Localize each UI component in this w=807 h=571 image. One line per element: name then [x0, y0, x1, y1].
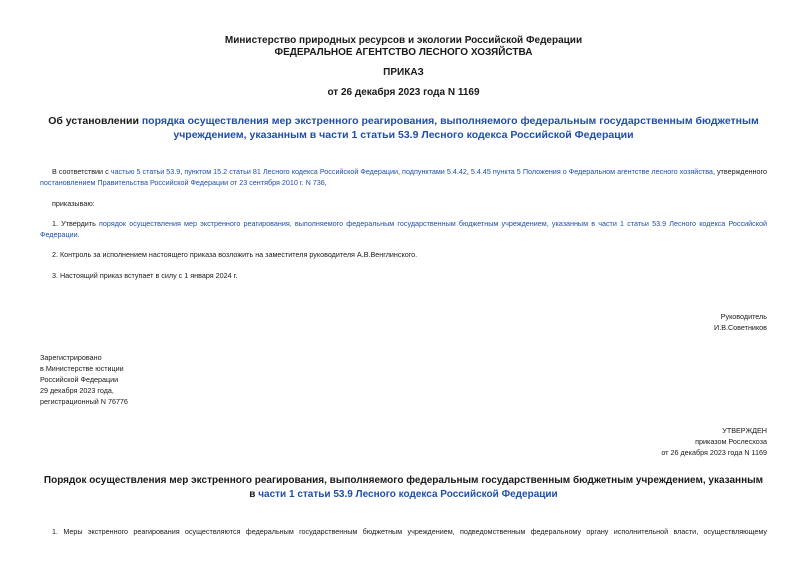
registration-line: 29 декабря 2023 года,	[40, 386, 114, 395]
item-3: 3. Настоящий приказ вступает в силу с 1 января 2024 г.	[52, 271, 238, 280]
section-paragraph-1: 1. Меры экстренного реагирования осуществляются федеральным государственным бюджетным учреждением, подведомственным федеральному органу исполнительной власти, осуществляющему	[52, 527, 767, 536]
signature-name: И.В.Советников	[714, 323, 767, 332]
registration-line: Зарегистрировано	[40, 353, 102, 362]
link-part5-art53-9[interactable]: частью 5 статьи 53.9	[110, 167, 181, 176]
link-subpoint-5-4-45[interactable]: 5.4.45 пункта 5 Положения о Федеральном агентстве лесного хозяйства	[470, 167, 713, 176]
item-1	[40, 218, 767, 240]
link-approved-procedure[interactable]: порядок осуществления мер экстренного реагирования, выполняемого федеральным государственным бюджетным учреждением, указанным в части 1 статьи 53.9 Лесного кодекса Российской Федерации	[40, 219, 767, 239]
approved-line: от 26 декабря 2023 года N 1169	[661, 448, 767, 457]
link-government-decree[interactable]: постановлением Правительства Российской Федерации от 23 сентября 2010 г. N 736	[40, 178, 325, 187]
order-word: приказываю:	[52, 199, 95, 208]
title-prefix: Об установлении	[48, 115, 142, 127]
section-title-text: Порядок осуществления мер экстренного реагирования, выполняемого федеральным государственным бюджетным учреждением, указанным в	[43, 475, 764, 500]
approved-block	[661, 425, 767, 458]
section-title	[40, 474, 767, 502]
approved-line: УТВЕРЖДЕН	[722, 426, 767, 435]
preamble-text: В соответствии с	[52, 167, 111, 176]
preamble-text: , утвержденного	[712, 167, 767, 176]
registration-block	[40, 352, 128, 407]
ministry-name: Министерство природных ресурсов и экологии Российской Федерации	[224, 35, 583, 46]
item-1-text: .	[77, 230, 80, 239]
approved-line: приказом Рослесхоза	[695, 437, 767, 446]
title-link-procedure[interactable]: порядка осуществления мер экстренного реагирования, выполняемого федеральным государственным бюджетным учреждением, указанным в части 1 статьи 53.9 Лесного кодекса Российской Федерации	[141, 115, 759, 141]
preamble-paragraph	[40, 166, 767, 188]
registration-line: Российской Федерации	[40, 375, 119, 384]
item-1-text: 1. Утвердить	[52, 219, 100, 228]
preamble-text: ,	[398, 167, 403, 176]
document-type: ПРИКАЗ	[383, 67, 424, 78]
link-subpoint-5-4-42[interactable]: подпунктами 5.4.42	[402, 167, 467, 176]
registration-line: регистрационный N 76776	[40, 397, 128, 406]
link-point15-2-art81[interactable]: пунктом 15.2 статьи 81 Лесного кодекса Российской Федерации	[184, 167, 399, 176]
item-2: 2. Контроль за исполнением настоящего приказа возложить на заместителя руководителя А.В.Венглинского.	[52, 250, 418, 259]
link-part1-art53-9[interactable]: части 1 статьи 53.9 Лесного кодекса Российской Федерации	[258, 489, 558, 500]
preamble-text: ,	[466, 167, 471, 176]
document-title	[40, 114, 767, 142]
registration-line: в Министерстве юстиции	[40, 364, 124, 373]
document-date: от 26 декабря 2023 года N 1169	[327, 87, 480, 98]
signature-position: Руководитель	[720, 312, 767, 321]
preamble-text: ,	[180, 167, 185, 176]
preamble-text: ,	[324, 178, 327, 187]
agency-name: ФЕДЕРАЛЬНОЕ АГЕНТСТВО ЛЕСНОГО ХОЗЯЙСТВА	[274, 47, 533, 58]
